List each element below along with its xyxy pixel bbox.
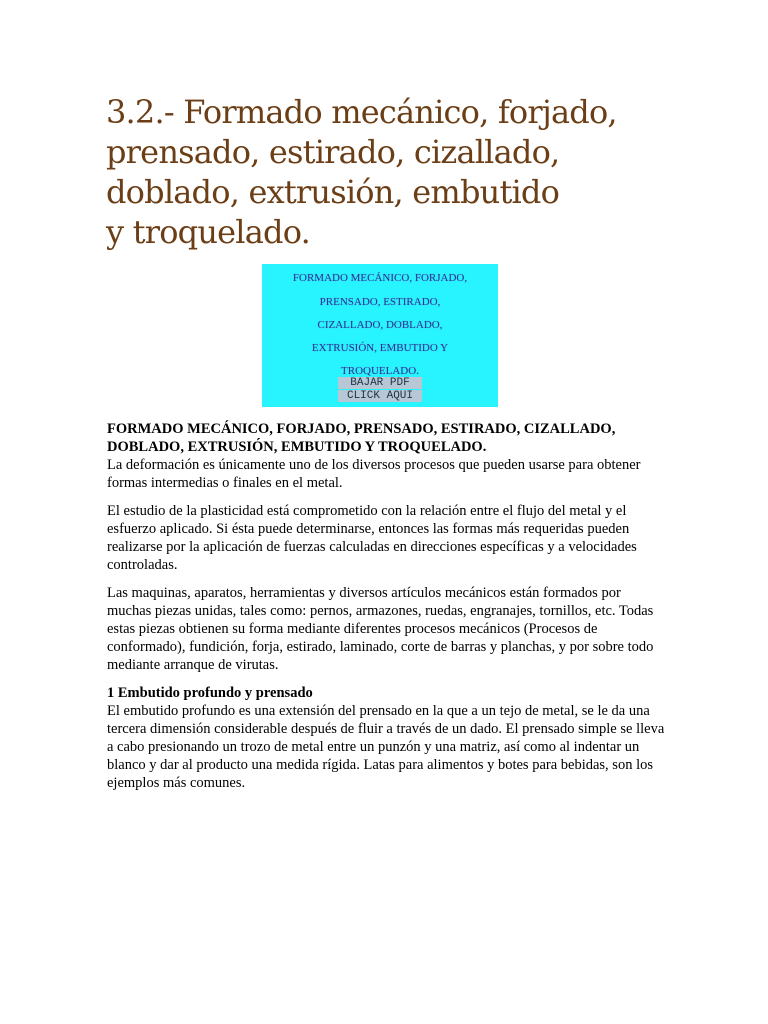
intro-text: La deformación es únicamente uno de los diversos procesos que pueden usarse para obtener formas intermedias o finales en el metal.	[107, 457, 641, 491]
banner-line-4: EXTRUSIÓN, EMBUTIDO Y	[311, 342, 449, 354]
section-body: El embutido profundo es una extensión del prensado en la que a un tejo de metal, se le da una tercera dimensión considerable después de fluir a través de un dado. El prensado simple se lleva a cabo presionando un trozo de metal entre un punzón y una matriz, así como al indentar un blanco y dar al producto una medida rígida. Latas para alimentos y botes para bebidas, son los ejemplos más comunes.	[107, 703, 665, 791]
banner-line-3: CIZALLADO, DOBLADO,	[317, 319, 443, 331]
title-line-3: doblado, extrusión, embutido	[106, 173, 560, 211]
download-pdf-banner[interactable]	[262, 264, 498, 407]
banner-line-2: PRENSADO, ESTIRADO,	[319, 296, 441, 308]
paragraph-machines: Las maquinas, aparatos, herramientas y diversos artículos mecánicos están formados por muchas piezas unidas, tales como: pernos, armazones, ruedas, engranajes, tornillos, etc. Todas estas piezas obtienen su forma mediante diferentes procesos mecánicos (Procesos de conformado), fundición, forja, estirado, laminado, corte de barras y planchas, y por sobre todo mediante arranque de virutas.	[107, 585, 654, 673]
paragraph-plasticity: El estudio de la plasticidad está comprometido con la relación entre el flujo del metal y el esfuerzo aplicado. Si ésta puede determinarse, entonces las formas más requeridas pueden realizarse por la aplicación de fuerzas calculadas en direcciones específicas y a velocidades controladas.	[107, 503, 637, 573]
bajar-pdf-link[interactable]: BAJAR PDF	[338, 377, 422, 389]
banner-line-5: TROQUELADO.	[341, 365, 419, 377]
section-embutido	[107, 684, 667, 792]
title-line-4: y troquelado.	[106, 213, 310, 251]
page-title	[106, 92, 666, 252]
banner-line-1: FORMADO MECÁNICO, FORJADO,	[292, 272, 468, 284]
article-body	[107, 420, 667, 802]
intro-paragraph	[107, 420, 667, 492]
title-line-1: 3.2.- Formado mecánico, forjado,	[106, 93, 617, 131]
section-heading: 1 Embutido profundo y prensado	[107, 685, 313, 701]
click-aqui-link[interactable]: CLICK AQUI	[338, 390, 422, 402]
title-line-2: prensado, estirado, cizallado,	[106, 133, 560, 171]
article-heading: FORMADO MECÁNICO, FORJADO, PRENSADO, ESTIRADO, CIZALLADO, DOBLADO, EXTRUSIÓN, EMBUTIDO Y TROQUELADO.	[107, 421, 616, 455]
